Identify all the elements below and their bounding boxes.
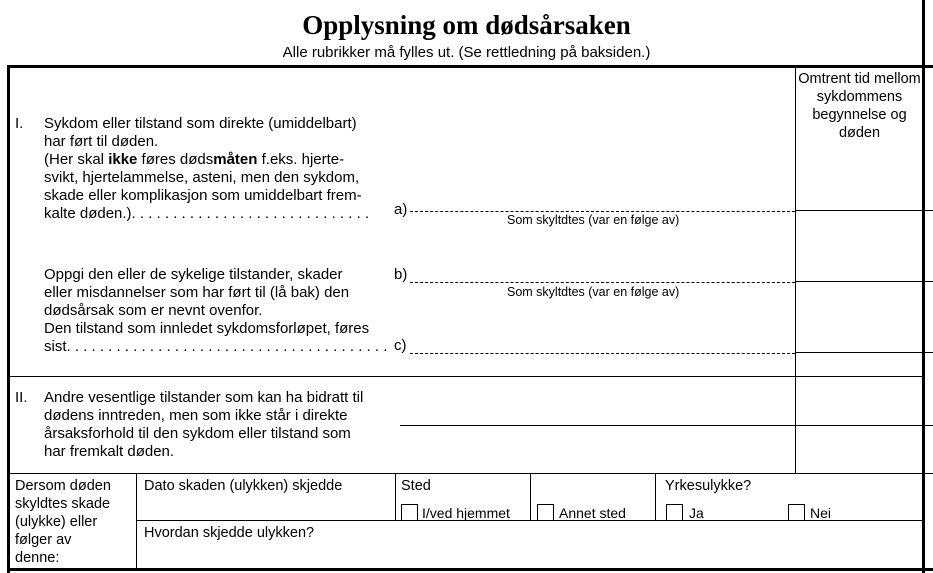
duration-b-field[interactable] [797, 283, 921, 352]
accident-divider-3 [530, 474, 531, 521]
bottom-line [8, 568, 933, 571]
section-2-input-1[interactable] [400, 378, 794, 424]
section-1-part-2-line: Oppgi den eller de sykelige tilstander, skader [44, 266, 343, 283]
section-1-number: I. [15, 115, 24, 132]
section-2-line: årsaksforhold til den sykdom eller tilstand som [44, 425, 351, 442]
caption-a: Som skyltdtes (var en følge av) [507, 213, 680, 227]
section-1-line: kalte døden.). . . . . . . . . . . . . . . . . . . . . . . . . . . . . [44, 205, 370, 222]
place-label: Sted [401, 478, 431, 494]
section-2-input-2[interactable] [400, 427, 794, 472]
accident-intro-line: følger av [15, 532, 72, 548]
label-b: b) [394, 266, 408, 283]
section-1-part-2-line: sist. . . . . . . . . . . . . . . . . . . . . . . . . . . . . . . . . . . . . . . [44, 338, 388, 355]
work-accident-label: Yrkesulykke? [665, 478, 752, 494]
section-2-top-line [8, 376, 922, 377]
accident-intro-line: Dersom døden [15, 478, 111, 494]
date-label: Dato skaden (ulykken) skjedde [144, 478, 343, 494]
section-2-line: dødens inntreden, men som ikke står i direkte [44, 407, 348, 424]
section-2-number: II. [15, 389, 28, 406]
place-other-checkbox[interactable] [537, 504, 554, 521]
duration-a-field[interactable] [797, 212, 921, 281]
duration-c-line [796, 352, 933, 353]
form-title: Opplysning om dødsårsaken [302, 10, 631, 40]
how-input[interactable] [140, 544, 920, 566]
accident-intro-line: denne: [15, 550, 60, 566]
cause-c-input-line[interactable] [410, 353, 795, 354]
cause-b-input-line[interactable] [410, 282, 795, 283]
place-other-label: Annet sted [559, 505, 626, 521]
section-1-part-2-line: Den tilstand som innledet sykdomsforløpet, føres [44, 320, 370, 337]
work-accident-no-checkbox[interactable] [788, 504, 805, 521]
section-1-part-2-description [44, 266, 388, 356]
section-1-part-2-line: eller misdannelser som har ført til (lå bak) den [44, 284, 350, 301]
work-accident-yes-label: Ja [689, 505, 704, 521]
accident-top-line [8, 473, 933, 474]
label-a: a) [394, 201, 408, 218]
section-2-line: Andre vesentlige tilstander som kan ha bidratt til [44, 389, 364, 406]
section-1-description [44, 115, 388, 223]
right-column-divider [795, 66, 796, 473]
place-home-label: I/ved hjemmet [422, 505, 510, 521]
accident-divider-2 [395, 474, 396, 521]
date-input[interactable] [140, 498, 392, 518]
work-accident-no-label: Nei [810, 505, 832, 521]
section-1-part-2-line: dødsårsak som er nevnt ovenfor. [44, 302, 263, 319]
section-2-mid-line [400, 425, 933, 426]
form-subtitle: Alle rubrikker må fylles ut. (Se rettledning på baksiden.) [282, 44, 651, 61]
place-home-checkbox[interactable] [401, 504, 418, 521]
section-1-line: har ført til døden. [44, 133, 159, 150]
duration-c-field[interactable] [797, 354, 921, 376]
accident-intro [15, 477, 111, 567]
duration-a-line [796, 210, 933, 211]
section-1-line: svikt, hjertelammelse, asteni, men den sykdom, [44, 169, 360, 186]
section-1-line: Sykdom eller tilstand som direkte (umiddelbart) [44, 115, 357, 132]
left-border [7, 65, 10, 573]
right-border [922, 0, 925, 573]
duration-column-header: Omtrent tid mellom sykdommens begynnelse og døden [798, 71, 921, 141]
accident-intro-line: skyldtes skade [15, 496, 111, 512]
caption-b: Som skyltdtes (var en følge av) [507, 285, 680, 299]
section-1-line: (Her skal ikke føres dødsmåten f.eks. hjerte- [44, 151, 345, 168]
accident-divider-1 [136, 474, 137, 569]
label-c: c) [394, 337, 407, 354]
section-1-line: skade eller komplikasjon som umiddelbart frem- [44, 187, 362, 204]
accident-intro-line: (ulykke) eller [15, 514, 98, 530]
section-2-description [44, 389, 388, 461]
accident-divider-4 [655, 474, 656, 521]
work-accident-yes-checkbox[interactable] [666, 504, 683, 521]
duration-b-line [796, 281, 933, 282]
section-2-line: har fremkalt døden. [44, 443, 175, 460]
cause-a-input-line[interactable] [410, 211, 795, 212]
how-label: Hvordan skjedde ulykken? [144, 525, 315, 541]
